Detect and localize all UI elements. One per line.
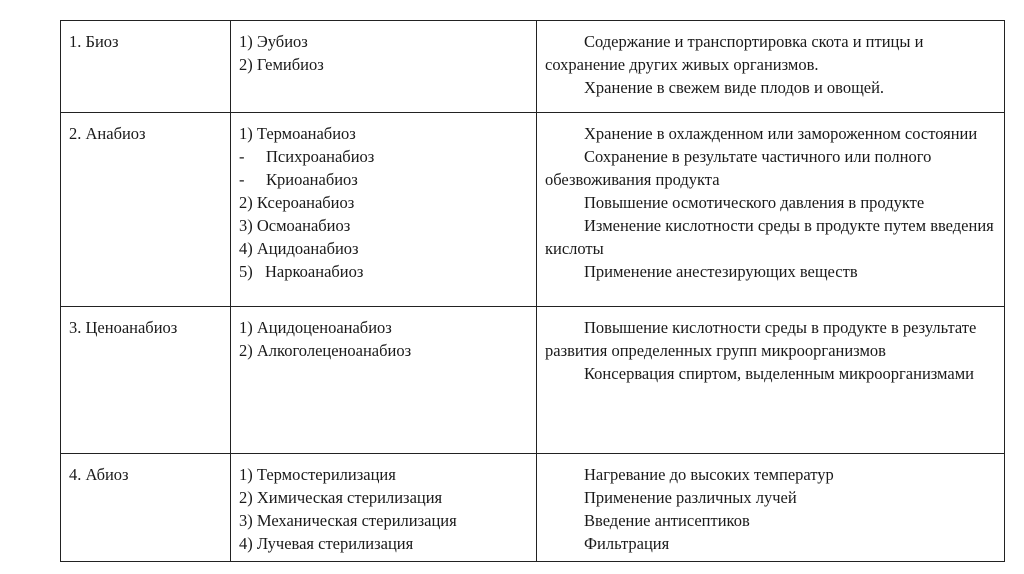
classification-table [60, 20, 1005, 562]
description-text: Нагревание до высоких температур [584, 465, 834, 484]
descriptions-cell [537, 454, 1005, 562]
method-item: 1) Термоанабиоз [239, 124, 356, 143]
method-item: 2) Ксероанабиоз [239, 193, 355, 212]
method-subitem-label: Психроанабиоз [266, 147, 375, 166]
category-cell [61, 21, 231, 113]
method-subitem [239, 168, 529, 191]
description-text: Применение анестезирующих веществ [584, 262, 858, 281]
methods-cell [231, 113, 537, 307]
table-row [61, 113, 1005, 307]
description-text: Применение различных лучей [584, 488, 797, 507]
descriptions-cell [537, 307, 1005, 454]
method-item: 4) Лучевая стерилизация [239, 534, 414, 553]
description-text: Хранение в свежем виде плодов и овощей. [584, 78, 885, 97]
dash-marker: - [239, 147, 245, 166]
category-name: 1. Биоз [69, 32, 119, 51]
category-cell [61, 113, 231, 307]
description-text: Сохранение в результате частичного или полного обезвоживания продукта [545, 147, 932, 189]
description-text: Хранение в охлажденном или замороженном состоянии [584, 124, 978, 143]
method-item: 4) Ацидоанабиоз [239, 239, 359, 258]
method-item: 3) Механическая стерилизация [239, 511, 457, 530]
description-text: Консервация спиртом, выделенным микроорганизмами [584, 364, 974, 383]
category-name: 3. Ценоанабиоз [69, 318, 178, 337]
table-row [61, 454, 1005, 562]
category-cell [61, 454, 231, 562]
description-text: Содержание и транспортировка скота и птицы и сохранение других живых организмов. [545, 32, 924, 74]
method-label: Наркоанабиоз [265, 262, 364, 281]
method-number: 5) [239, 262, 253, 281]
table-row [61, 307, 1005, 454]
method-item: 1) Эубиоз [239, 32, 308, 51]
methods-cell [231, 454, 537, 562]
method-item: 1) Термостерилизация [239, 465, 396, 484]
category-cell [61, 307, 231, 454]
method-item [239, 260, 529, 283]
method-item: 2) Химическая стерилизация [239, 488, 443, 507]
description-text: Повышение осмотического давления в продукте [584, 193, 925, 212]
descriptions-cell [537, 21, 1005, 113]
method-item: 3) Осмоанабиоз [239, 216, 351, 235]
description-text: Повышение кислотности среды в продукте в результате развития определенных групп микроорганизмов [545, 318, 977, 360]
descriptions-cell [537, 113, 1005, 307]
method-item: 2) Алкоголеценоанабиоз [239, 341, 412, 360]
category-name: 4. Абиоз [69, 465, 129, 484]
method-item: 2) Гемибиоз [239, 55, 324, 74]
table-row [61, 21, 1005, 113]
dash-marker: - [239, 170, 245, 189]
method-subitem-label: Криоанабиоз [266, 170, 358, 189]
description-text: Фильтрация [584, 534, 670, 553]
method-item: 1) Ацидоценоанабиоз [239, 318, 392, 337]
category-name: 2. Анабиоз [69, 124, 146, 143]
methods-cell [231, 21, 537, 113]
description-text: Изменение кислотности среды в продукте путем введения кислоты [545, 216, 994, 258]
methods-cell [231, 307, 537, 454]
description-text: Введение антисептиков [584, 511, 750, 530]
method-subitem [239, 145, 529, 168]
